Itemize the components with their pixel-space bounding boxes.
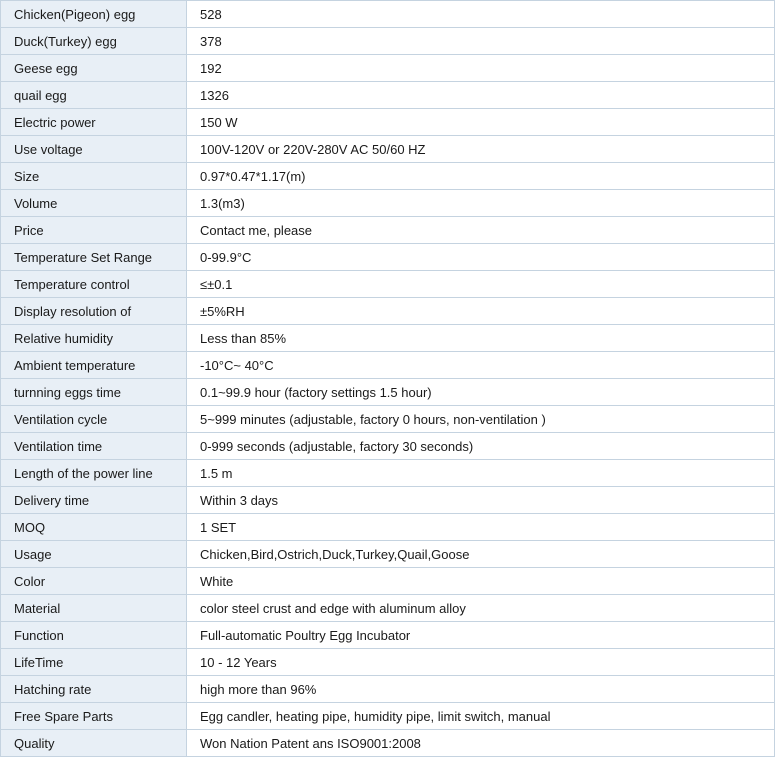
spec-row [1,55,775,82]
spec-value: 0.97*0.47*1.17(m) [187,163,775,190]
spec-value: 192 [187,55,775,82]
spec-table-body [1,1,775,757]
spec-value: Chicken,Bird,Ostrich,Duck,Turkey,Quail,Goose [187,541,775,568]
spec-label: Volume [1,190,187,217]
spec-row [1,460,775,487]
spec-label: Size [1,163,187,190]
spec-row [1,730,775,757]
spec-value: Less than 85% [187,325,775,352]
spec-value: high more than 96% [187,676,775,703]
spec-label: Ventilation cycle [1,406,187,433]
spec-value: 100V-120V or 220V-280V AC 50/60 HZ [187,136,775,163]
spec-value: 10 - 12 Years [187,649,775,676]
spec-value: color steel crust and edge with aluminum alloy [187,595,775,622]
spec-label: Relative humidity [1,325,187,352]
spec-row [1,514,775,541]
spec-value: -10°C~ 40°C [187,352,775,379]
spec-value: Won Nation Patent ans ISO9001:2008 [187,730,775,757]
spec-row [1,649,775,676]
spec-row [1,703,775,730]
spec-label: Display resolution of [1,298,187,325]
spec-label: Ambient temperature [1,352,187,379]
spec-row [1,82,775,109]
spec-value: ±5%RH [187,298,775,325]
spec-label: Color [1,568,187,595]
spec-label: Ventilation time [1,433,187,460]
spec-label: Use voltage [1,136,187,163]
spec-row [1,325,775,352]
spec-value: ≤±0.1 [187,271,775,298]
spec-row [1,298,775,325]
spec-label: Material [1,595,187,622]
spec-label: Temperature Set Range [1,244,187,271]
spec-label: quail egg [1,82,187,109]
spec-label: Temperature control [1,271,187,298]
spec-row [1,433,775,460]
spec-row [1,379,775,406]
spec-value: 1.5 m [187,460,775,487]
spec-row [1,541,775,568]
spec-value: Within 3 days [187,487,775,514]
spec-row [1,163,775,190]
spec-label: Geese egg [1,55,187,82]
spec-value: 1 SET [187,514,775,541]
spec-label: Price [1,217,187,244]
spec-row [1,190,775,217]
spec-value: Contact me, please [187,217,775,244]
spec-label: LifeTime [1,649,187,676]
spec-value: 1.3(m3) [187,190,775,217]
spec-row [1,487,775,514]
spec-row [1,622,775,649]
spec-row [1,217,775,244]
spec-label: Free Spare Parts [1,703,187,730]
spec-label: Function [1,622,187,649]
spec-label: Length of the power line [1,460,187,487]
spec-row [1,136,775,163]
spec-label: Hatching rate [1,676,187,703]
spec-value: 528 [187,1,775,28]
spec-value: 0.1~99.9 hour (factory settings 1.5 hour) [187,379,775,406]
spec-row [1,352,775,379]
spec-value: 0-999 seconds (adjustable, factory 30 seconds) [187,433,775,460]
spec-label: Delivery time [1,487,187,514]
spec-row [1,676,775,703]
spec-row [1,244,775,271]
spec-value: 150 W [187,109,775,136]
spec-label: MOQ [1,514,187,541]
spec-row [1,271,775,298]
spec-row [1,109,775,136]
spec-label: turnning eggs time [1,379,187,406]
spec-value: 5~999 minutes (adjustable, factory 0 hours, non-ventilation ) [187,406,775,433]
spec-value: 1326 [187,82,775,109]
spec-label: Electric power [1,109,187,136]
spec-value: 378 [187,28,775,55]
spec-value: White [187,568,775,595]
spec-value: Egg candler, heating pipe, humidity pipe, limit switch, manual [187,703,775,730]
spec-label: Quality [1,730,187,757]
spec-row [1,28,775,55]
spec-value: 0-99.9°C [187,244,775,271]
spec-row [1,1,775,28]
spec-label: Duck(Turkey) egg [1,28,187,55]
spec-label: Chicken(Pigeon) egg [1,1,187,28]
spec-row [1,595,775,622]
spec-row [1,406,775,433]
spec-row [1,568,775,595]
spec-value: Full-automatic Poultry Egg Incubator [187,622,775,649]
spec-label: Usage [1,541,187,568]
